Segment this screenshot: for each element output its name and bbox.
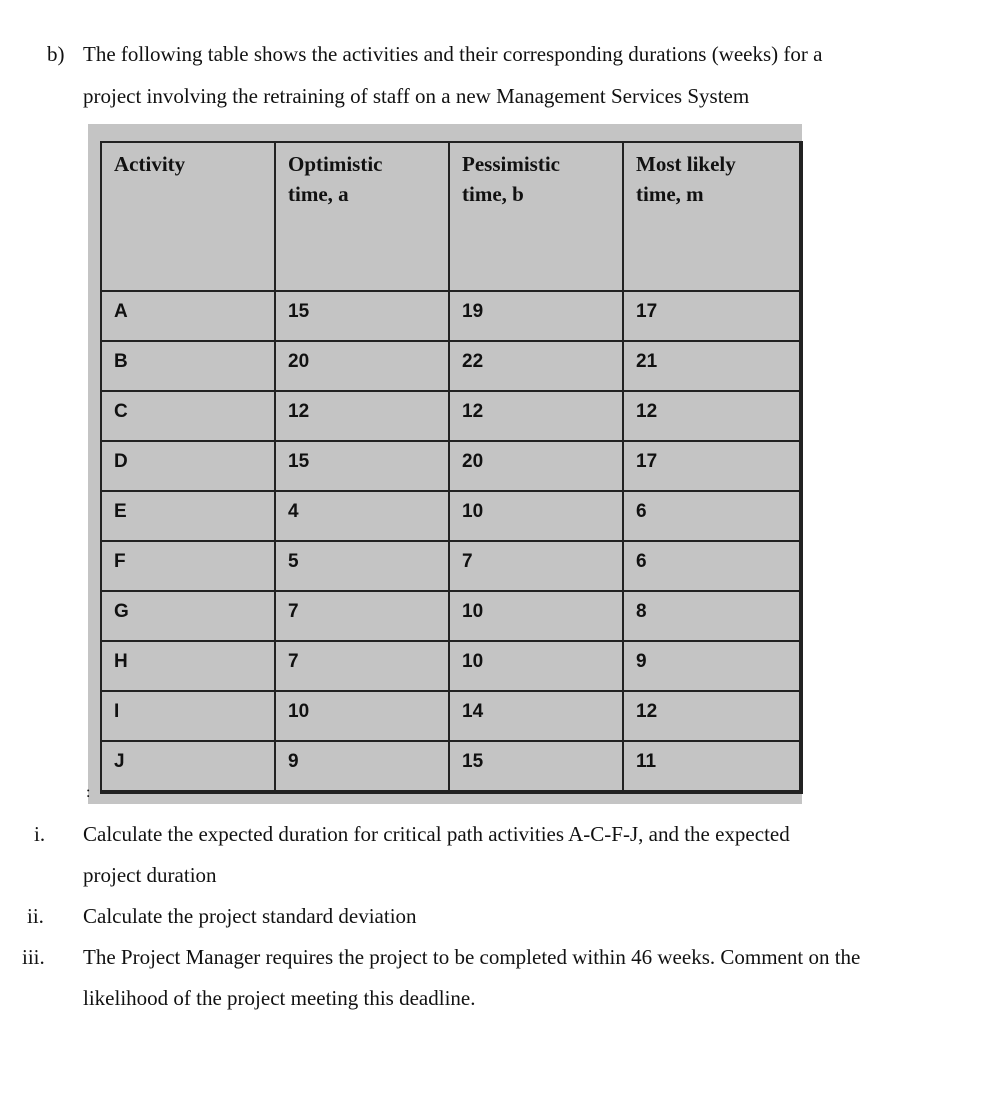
- table-row: [101, 341, 801, 391]
- cell-optimistic: 20: [275, 341, 449, 391]
- intro-text-line-1: The following table shows the activities and their corresponding durations (weeks) for a: [83, 42, 823, 66]
- cell-optimistic: 9: [275, 741, 449, 792]
- cell-most-likely: 6: [623, 491, 801, 541]
- cell-most-likely: 12: [623, 691, 801, 741]
- cell-optimistic: 7: [275, 641, 449, 691]
- cell-most-likely: 21: [623, 341, 801, 391]
- table-row: [101, 391, 801, 441]
- cell-most-likely: 17: [623, 441, 801, 491]
- table-row: [101, 541, 801, 591]
- cell-activity: E: [101, 491, 275, 541]
- cell-pessimistic: 10: [449, 591, 623, 641]
- question-ii-line-1: Calculate the project standard deviation: [83, 904, 417, 928]
- cell-activity: H: [101, 641, 275, 691]
- cell-optimistic: 10: [275, 691, 449, 741]
- cell-optimistic: 4: [275, 491, 449, 541]
- table-row: [101, 691, 801, 741]
- cell-most-likely: 17: [623, 291, 801, 341]
- cell-most-likely: 6: [623, 541, 801, 591]
- table-row: [101, 441, 801, 491]
- cell-optimistic: 5: [275, 541, 449, 591]
- question-i-line-1: Calculate the expected duration for critical path activities A-C-F-J, and the expected: [83, 822, 790, 846]
- question-number-i: i.: [34, 822, 46, 846]
- question-number-iii: iii.: [22, 945, 45, 969]
- cell-activity: A: [101, 291, 275, 341]
- header-activity: Activity: [101, 142, 275, 291]
- cell-pessimistic: 22: [449, 341, 623, 391]
- cell-most-likely: 8: [623, 591, 801, 641]
- header-most-likely: Most likely time, m: [623, 142, 801, 291]
- header-pessimistic: Pessimistic time, b: [449, 142, 623, 291]
- cell-pessimistic: 10: [449, 491, 623, 541]
- cell-optimistic: 7: [275, 591, 449, 641]
- cell-activity: D: [101, 441, 275, 491]
- cell-pessimistic: 19: [449, 291, 623, 341]
- table-row: [101, 491, 801, 541]
- cell-optimistic: 12: [275, 391, 449, 441]
- part-label: b): [47, 42, 65, 66]
- cell-activity: F: [101, 541, 275, 591]
- cell-activity: I: [101, 691, 275, 741]
- table-header-row: [101, 142, 801, 291]
- cell-most-likely: 12: [623, 391, 801, 441]
- cell-pessimistic: 12: [449, 391, 623, 441]
- cell-most-likely: 11: [623, 741, 801, 792]
- cell-pessimistic: 20: [449, 441, 623, 491]
- cell-pessimistic: 7: [449, 541, 623, 591]
- cell-activity: G: [101, 591, 275, 641]
- cell-most-likely: 9: [623, 641, 801, 691]
- cell-activity: C: [101, 391, 275, 441]
- cell-activity: J: [101, 741, 275, 792]
- intro-text-line-2: project involving the retraining of staff on a new Management Services System: [83, 84, 750, 108]
- table-row: [101, 591, 801, 641]
- header-optimistic: Optimistic time, a: [275, 142, 449, 291]
- cell-activity: B: [101, 341, 275, 391]
- table-row: [101, 641, 801, 691]
- cell-pessimistic: 10: [449, 641, 623, 691]
- activity-duration-table: [100, 141, 803, 794]
- table-row: [101, 741, 801, 792]
- question-iii-line-2: likelihood of the project meeting this deadline.: [83, 986, 476, 1010]
- table-row: [101, 291, 801, 341]
- cell-pessimistic: 15: [449, 741, 623, 792]
- colon-mark: :: [86, 784, 91, 801]
- question-number-ii: ii.: [27, 904, 44, 928]
- cell-pessimistic: 14: [449, 691, 623, 741]
- cell-optimistic: 15: [275, 441, 449, 491]
- question-iii-line-1: The Project Manager requires the project to be completed within 46 weeks. Comment on the: [83, 945, 861, 969]
- cell-optimistic: 15: [275, 291, 449, 341]
- question-i-line-2: project duration: [83, 863, 217, 887]
